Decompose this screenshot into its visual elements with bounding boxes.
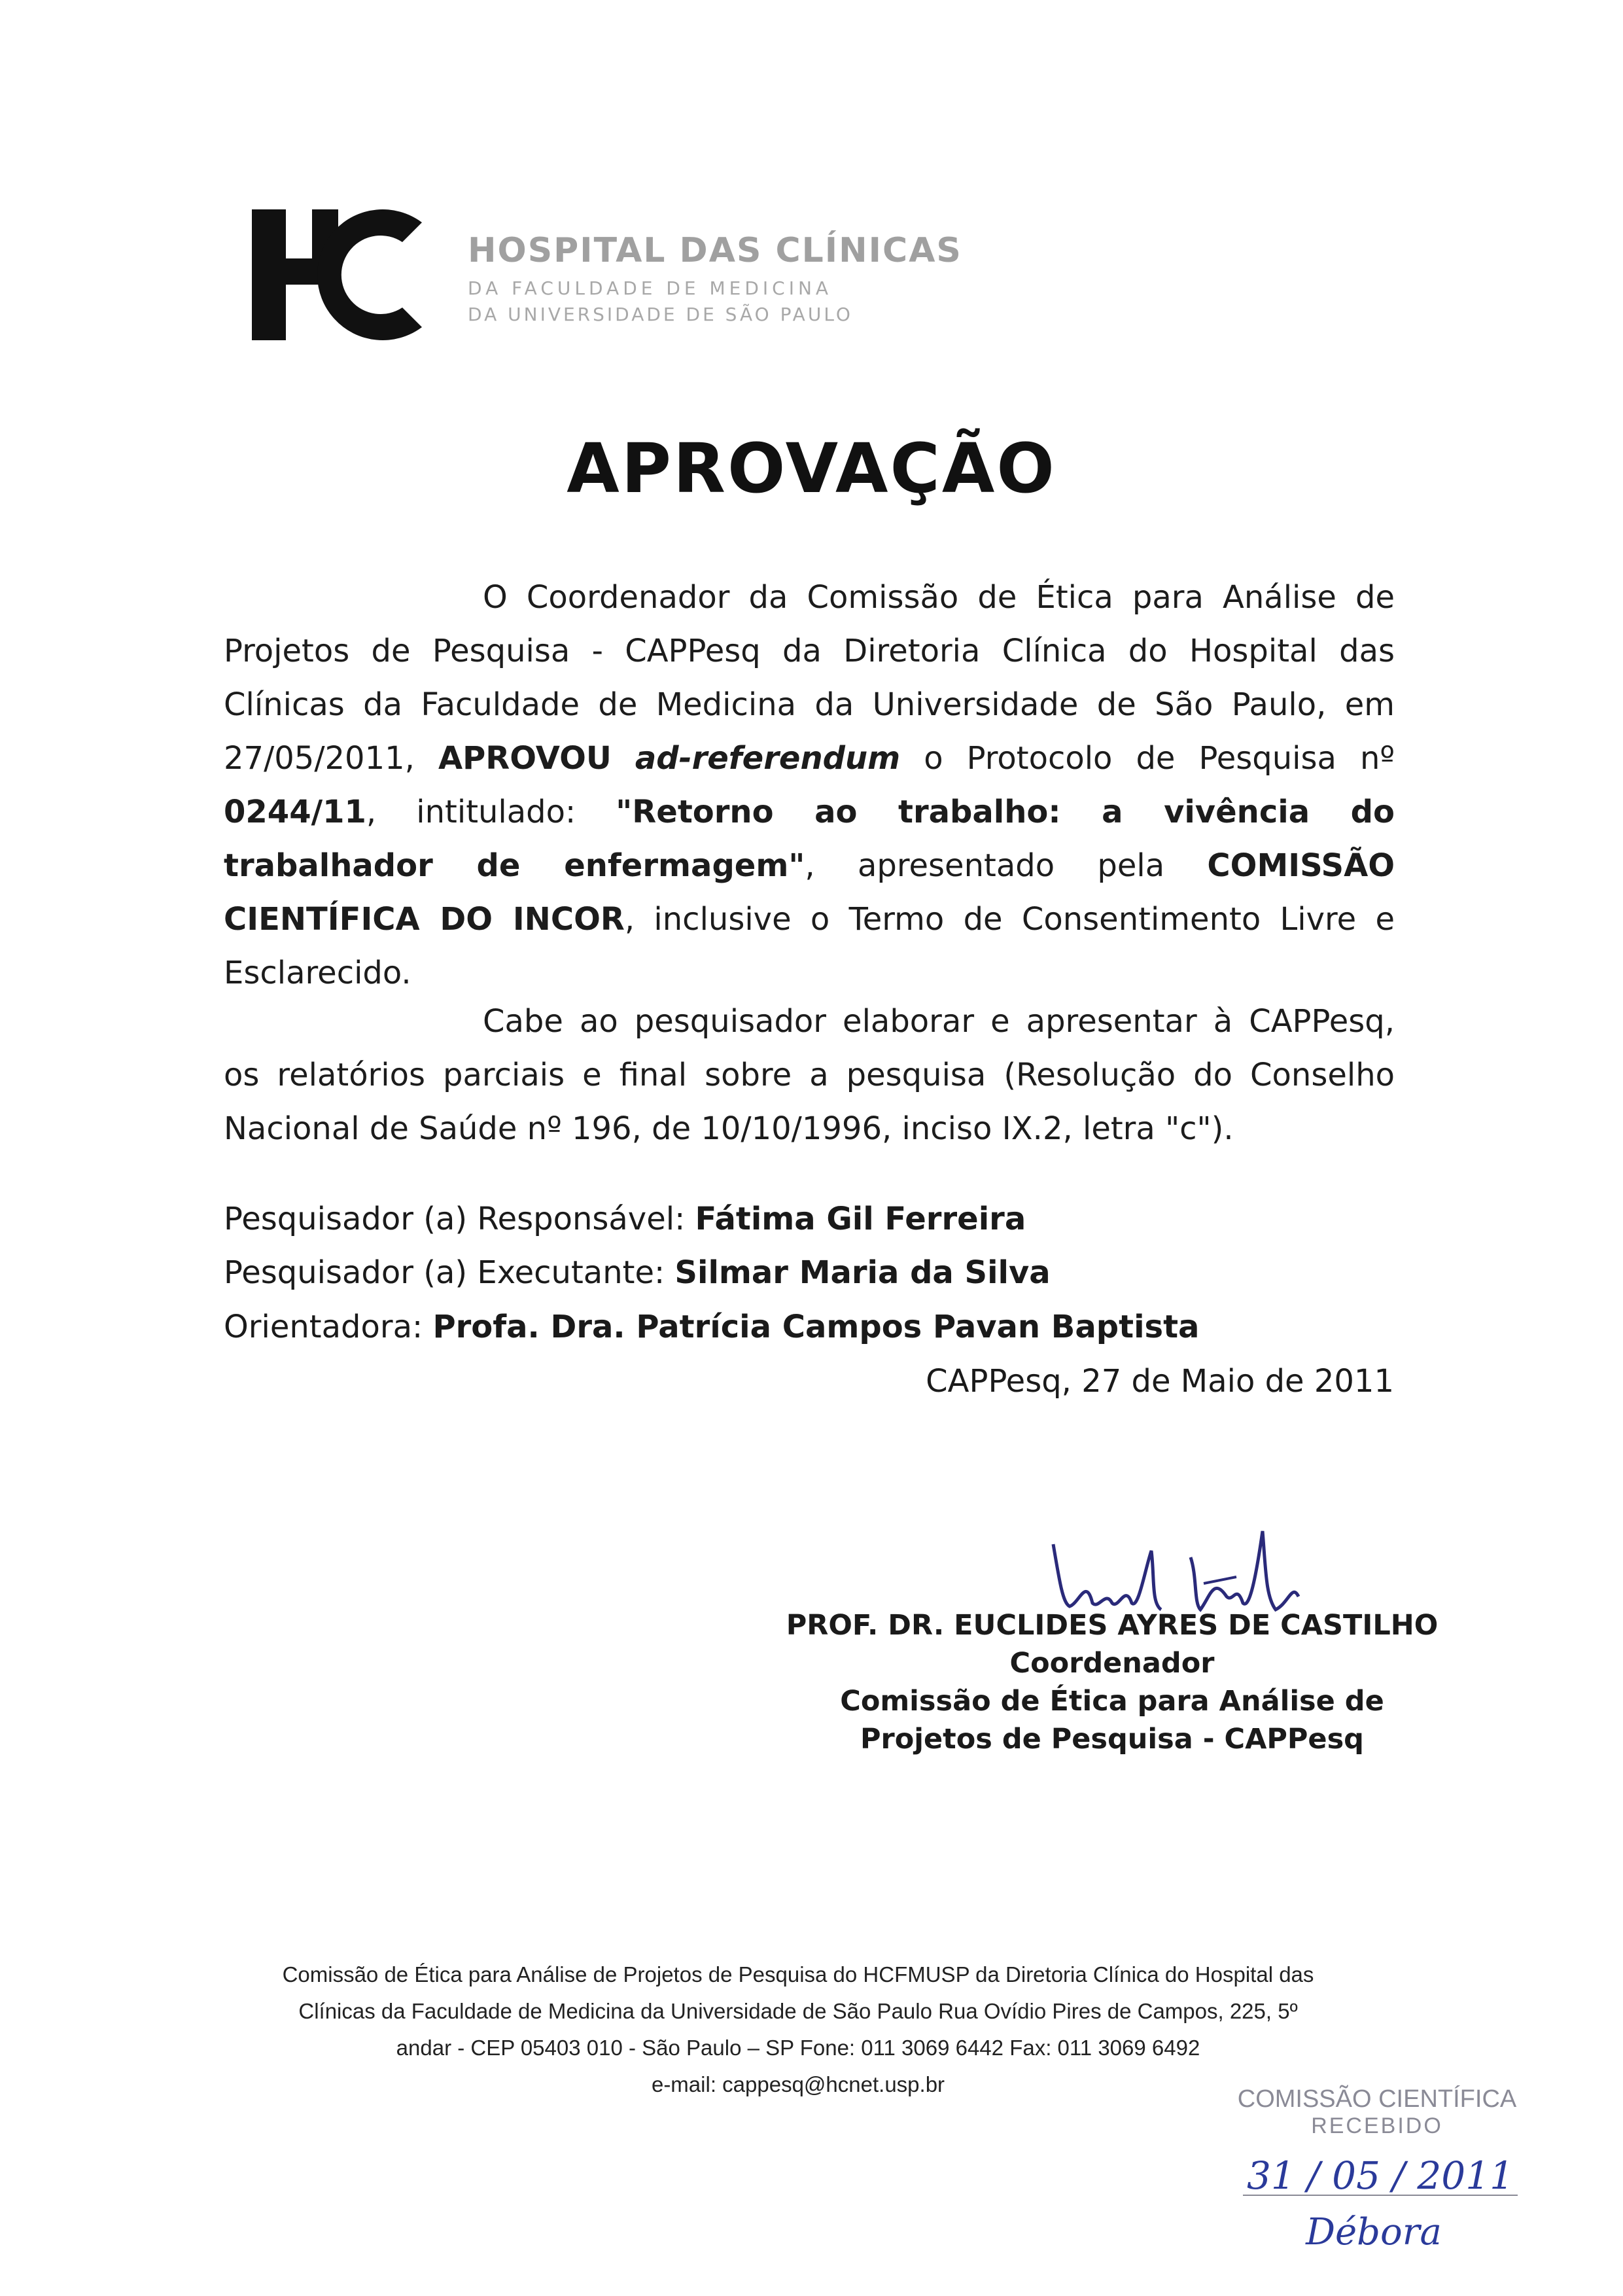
logo-h-left-bar: [252, 209, 286, 340]
reporting-paragraph: Cabe ao pesquisador elaborar e apresentar à CAPPesq, os relatórios parciais e final sobre a pesquisa (Resolução do Conselho Nacional de Saúde nº 196, de 10/10/1996, inciso IX.2, letra "c").: [224, 1003, 1395, 1147]
signatory-role: Coordenador: [1009, 1647, 1215, 1680]
study-title: "Retorno ao trabalho: a vivência do trabalhador de enfermagem": [224, 794, 1395, 884]
ad-referendum-term: ad-referendum: [635, 740, 901, 777]
stamp-line2: RECEBIDO: [1311, 2113, 1443, 2138]
footer-line2: Clínicas da Faculdade de Medicina da Universidade de São Paulo Rua Ovídio Pires de Campos, 225, 5º: [298, 1999, 1298, 2023]
executing-researcher-line: [224, 1246, 1051, 1299]
approved-keyword: APROVOU: [438, 740, 612, 777]
place-and-date: CAPPesq, 27 de Maio de 2011: [926, 1363, 1394, 1400]
para1-text-2: o Protocolo de Pesquisa nº: [900, 740, 1395, 777]
responsible-label: Pesquisador (a) Responsável:: [224, 1201, 695, 1237]
para1-text-4: , apresentado pela: [805, 847, 1208, 884]
stamp-receiver-signature: Débora: [1306, 2211, 1442, 2253]
executing-label: Pesquisador (a) Executante:: [224, 1254, 675, 1291]
footer-address: [196, 1956, 1400, 2103]
advisor-name: Profa. Dra. Patrícia Campos Pavan Baptista: [432, 1309, 1200, 1345]
advisor-label: Orientadora:: [224, 1309, 433, 1345]
logo-line2: DA FACULDADE DE MEDICINA: [468, 277, 833, 299]
footer-email: e-mail: cappesq@hcnet.usp.br: [651, 2072, 945, 2096]
advisor-line: [224, 1300, 1199, 1354]
para1-text-1: O Coordenador da Comissão de Ética para Análise de Projetos de Pesquisa - CAPPesq da Diretoria Clínica do Hospital das Clínicas da Faculdade de Medicina da Universidade de São Paulo, em 27/05/2011,: [224, 579, 1395, 777]
signatory-committee-line1: Comissão de Ética para Análise de: [840, 1685, 1384, 1718]
signatory-committee-line2: Projetos de Pesquisa - CAPPesq: [860, 1723, 1364, 1756]
responsible-researcher-line: [224, 1192, 1026, 1246]
para1-text-3: , intitulado:: [366, 794, 616, 830]
presenting-committee: COMISSÃO CIENTÍFICA DO INCOR: [224, 847, 1395, 938]
received-stamp: [1230, 2077, 1524, 2274]
stamp-date: 31 / 05 / 2011: [1246, 2153, 1514, 2198]
logo-name: HOSPITAL DAS CLÍNICAS: [468, 231, 962, 270]
hospital-logo: [252, 196, 962, 353]
logo-line3: DA UNIVERSIDADE DE SÃO PAULO: [468, 304, 853, 325]
stamp-line1: COMISSÃO CIENTÍFICA: [1237, 2085, 1517, 2113]
para1-text-5: , inclusive o Termo de Consentimento Livre e Esclarecido.: [224, 901, 1395, 991]
signatory-name: PROF. DR. EUCLIDES AYRES DE CASTILHO: [786, 1609, 1439, 1642]
responsible-name: Fátima Gil Ferreira: [695, 1201, 1026, 1237]
approval-paragraph: [224, 571, 1395, 1000]
footer-line1: Comissão de Ética para Análise de Projetos de Pesquisa do HCFMUSP da Diretoria Clínica do Hospital das: [282, 1962, 1314, 1987]
protocol-number: 0244/11: [224, 794, 366, 830]
document-title: APROVAÇÃO: [567, 429, 1056, 508]
executing-name: Silmar Maria da Silva: [674, 1254, 1051, 1291]
footer-line3: andar - CEP 05403 010 - São Paulo – SP Fone: 011 3069 6442 Fax: 011 3069 6492: [396, 2036, 1200, 2060]
